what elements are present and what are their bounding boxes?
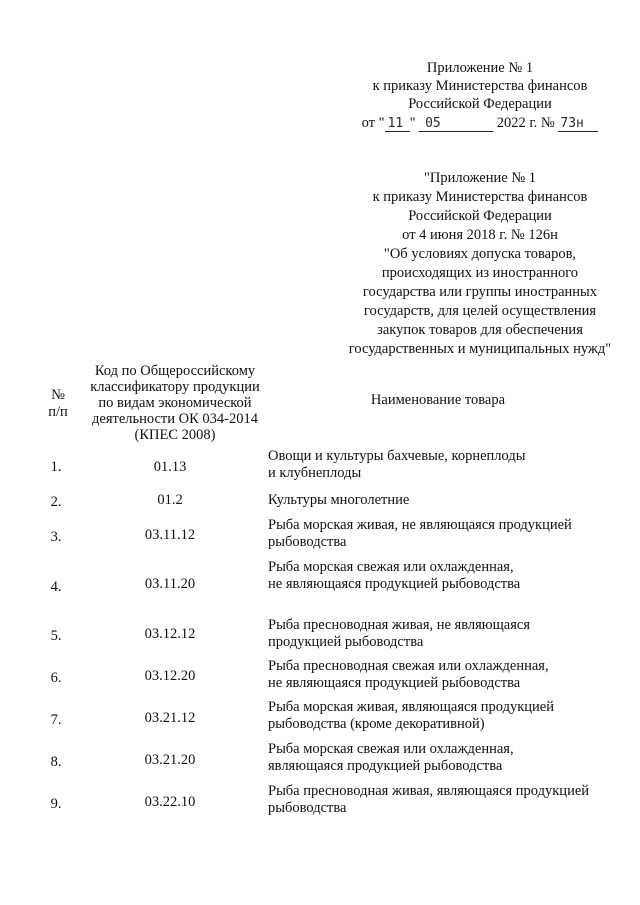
quoted-header-line: "Об условиях допуска товаров, — [383, 246, 577, 262]
row-code: 01.2 — [157, 492, 183, 508]
row-name-line: и клубнеплоды — [268, 465, 362, 482]
column-header-code-line: классификатору продукции — [90, 379, 260, 395]
appendix-header — [330, 60, 630, 132]
row-name-line: Рыба морская свежая или охлажденная, — [268, 559, 514, 575]
row-code: 01.13 — [153, 459, 187, 475]
row-name-line: рыбоводства (кроме декоративной) — [268, 716, 485, 733]
row-name-line: рыбоводства — [268, 534, 347, 551]
row-code: 03.12.20 — [144, 668, 196, 684]
row-name — [268, 741, 618, 775]
row-name-line: являющаяся продукцией рыбоводства — [268, 758, 503, 775]
quoted-header-line: "Приложение № 1 — [423, 170, 537, 186]
row-name — [268, 448, 618, 482]
column-header-code-line: Код по Общероссийскому — [94, 363, 256, 379]
row-code: 03.21.20 — [144, 752, 196, 768]
row-name-line: Рыба пресноводная живая, являющаяся продукцией — [268, 783, 590, 799]
quoted-header-line: к приказу Министерства финансов — [372, 189, 588, 205]
row-number: 3. — [50, 529, 62, 545]
row-name — [268, 559, 618, 593]
order-year-text: 2022 г. № — [496, 115, 555, 131]
column-header-number-line: п/п — [48, 404, 68, 421]
order-number-field: 73н — [558, 116, 598, 132]
row-name-line: продукцией рыбоводства — [268, 634, 424, 651]
row-code: 03.11.12 — [144, 527, 196, 543]
date-quote-close: " — [409, 115, 416, 131]
row-number: 9. — [50, 796, 62, 812]
row-number: 5. — [50, 628, 62, 644]
quoted-header-line: государств, для целей осуществления — [363, 303, 597, 319]
row-number: 8. — [50, 754, 62, 770]
appendix-header-line: Российской Федерации — [408, 96, 552, 112]
quoted-header-line: государственных и муниципальных нужд" — [348, 341, 612, 357]
column-header-number — [38, 387, 78, 421]
order-day-field: 11 — [385, 116, 410, 132]
order-date-line — [330, 115, 630, 132]
row-code: 03.12.12 — [144, 626, 196, 642]
row-name — [268, 658, 618, 692]
quoted-header-line: происходящих из иностранного — [381, 265, 579, 281]
column-header-code-line: (КПЕС 2008) — [134, 427, 216, 443]
row-name-line: не являющаяся продукцией рыбоводства — [268, 576, 521, 593]
column-header-code-line: по видам экономической — [98, 395, 252, 411]
quoted-header-line: государства или группы иностранных — [362, 284, 598, 300]
row-name — [268, 699, 618, 733]
row-name — [268, 492, 618, 509]
row-number: 7. — [50, 712, 62, 728]
row-code: 03.21.12 — [144, 710, 196, 726]
column-header-code — [80, 363, 270, 443]
column-header-name: Наименование товара — [370, 392, 506, 408]
row-code: 03.11.20 — [144, 576, 196, 592]
row-name — [268, 783, 618, 817]
quoted-header-line: от 4 июня 2018 г. № 126н — [402, 227, 558, 243]
row-code: 03.22.10 — [144, 794, 196, 810]
appendix-header-line: Приложение № 1 — [426, 60, 534, 76]
column-header-code-line: деятельности ОК 034-2014 — [92, 411, 258, 427]
row-name-line: рыбоводства — [268, 800, 347, 817]
row-name-line: Рыба пресноводная свежая или охлажденная, — [268, 658, 549, 674]
row-number: 2. — [50, 494, 62, 510]
quoted-header-line: Российской Федерации — [408, 208, 552, 224]
row-name-line: Рыба пресноводная живая, не являющаяся — [268, 617, 530, 633]
row-number: 4. — [50, 579, 62, 595]
row-name-line: Рыба морская свежая или охлажденная, — [268, 741, 514, 757]
row-name-line: Рыба морская живая, являющаяся продукцией — [268, 699, 554, 715]
row-name-line: не являющаяся продукцией рыбоводства — [268, 675, 521, 692]
row-name-line: Овощи и культуры бахчевые, корнеплоды — [268, 448, 526, 464]
row-number: 1. — [50, 459, 62, 475]
appendix-header-line: к приказу Министерства финансов — [372, 78, 588, 94]
row-name — [268, 517, 618, 551]
quoted-appendix-header — [330, 170, 630, 360]
row-name — [268, 617, 618, 651]
column-header-number-line: № — [51, 387, 65, 403]
row-number: 6. — [50, 670, 62, 686]
quoted-header-line: закупок товаров для обеспечения — [377, 322, 583, 338]
row-name-line: Рыба морская живая, не являющаяся продукцией — [268, 517, 572, 533]
row-name-line: Культуры многолетние — [268, 492, 410, 508]
order-month-field: 05 — [419, 116, 493, 132]
date-prefix: от " — [361, 115, 385, 131]
